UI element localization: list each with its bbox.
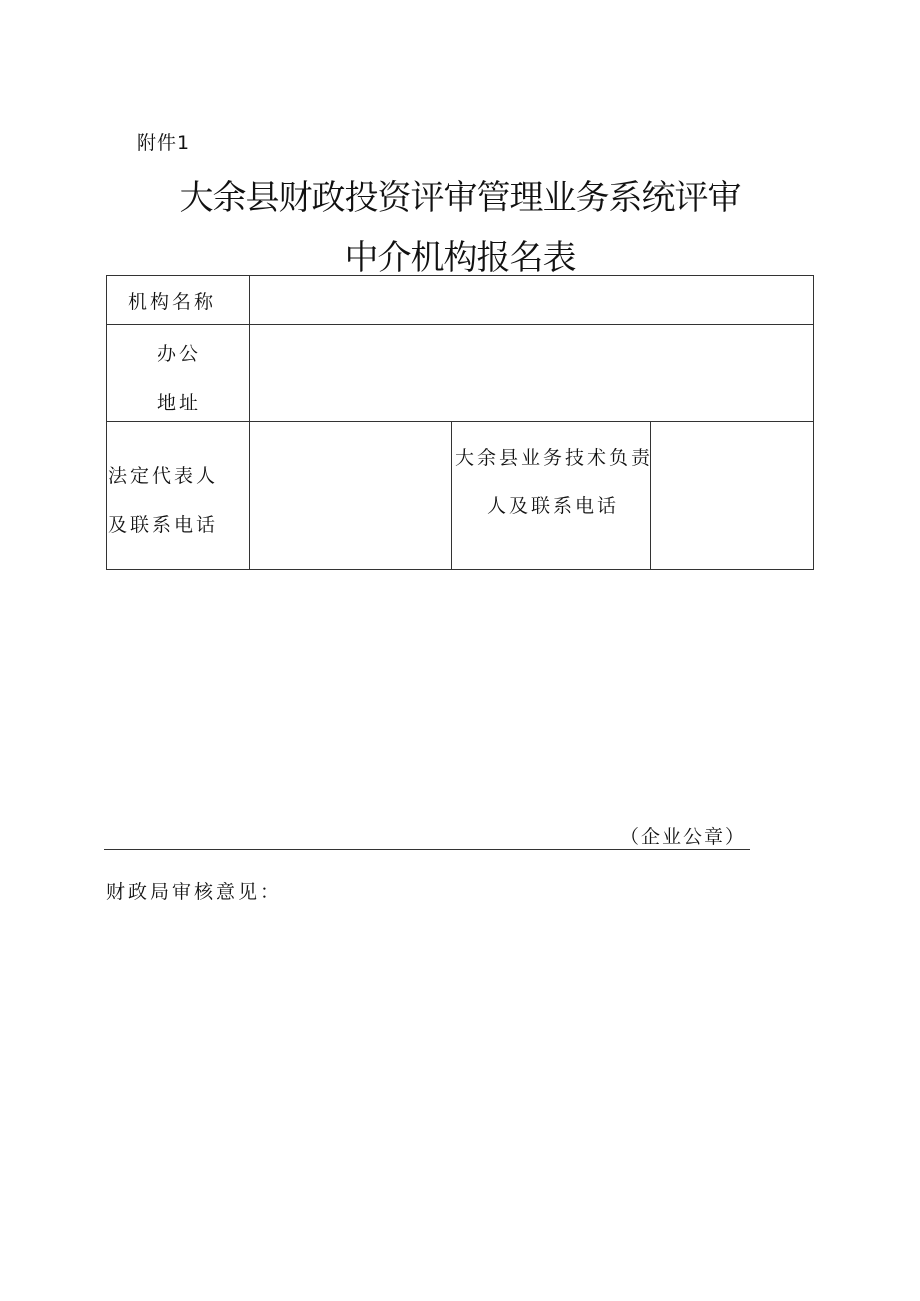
page-title-line1: 大余县财政投资评审管理业务系统评审 (179, 178, 741, 218)
legal-rep-label-line1: 法定代表人 (108, 465, 219, 487)
table-col-divider (451, 421, 452, 570)
page-title-line2: 中介机构报名表 (344, 238, 576, 278)
org-name-field[interactable] (250, 276, 813, 324)
org-name-label: 机构名称 (128, 291, 217, 313)
legal-rep-label-line2: 及联系电话 (108, 514, 219, 536)
legal-rep-field[interactable] (250, 422, 451, 569)
signature-rule (104, 849, 750, 850)
tech-lead-label-line1: 大余县业务技术负责 (455, 447, 654, 469)
company-seal-label: （企业公章） (620, 826, 747, 848)
tech-lead-field[interactable] (651, 422, 813, 569)
office-label-line2: 地址 (157, 392, 202, 414)
tech-lead-label-line2: 人及联系电话 (487, 495, 620, 517)
attachment-label: 附件1 (137, 132, 191, 154)
office-address-field[interactable] (250, 325, 813, 421)
office-label-line1: 办公 (157, 343, 202, 365)
finance-review-label: 财政局审核意见： (106, 881, 283, 903)
